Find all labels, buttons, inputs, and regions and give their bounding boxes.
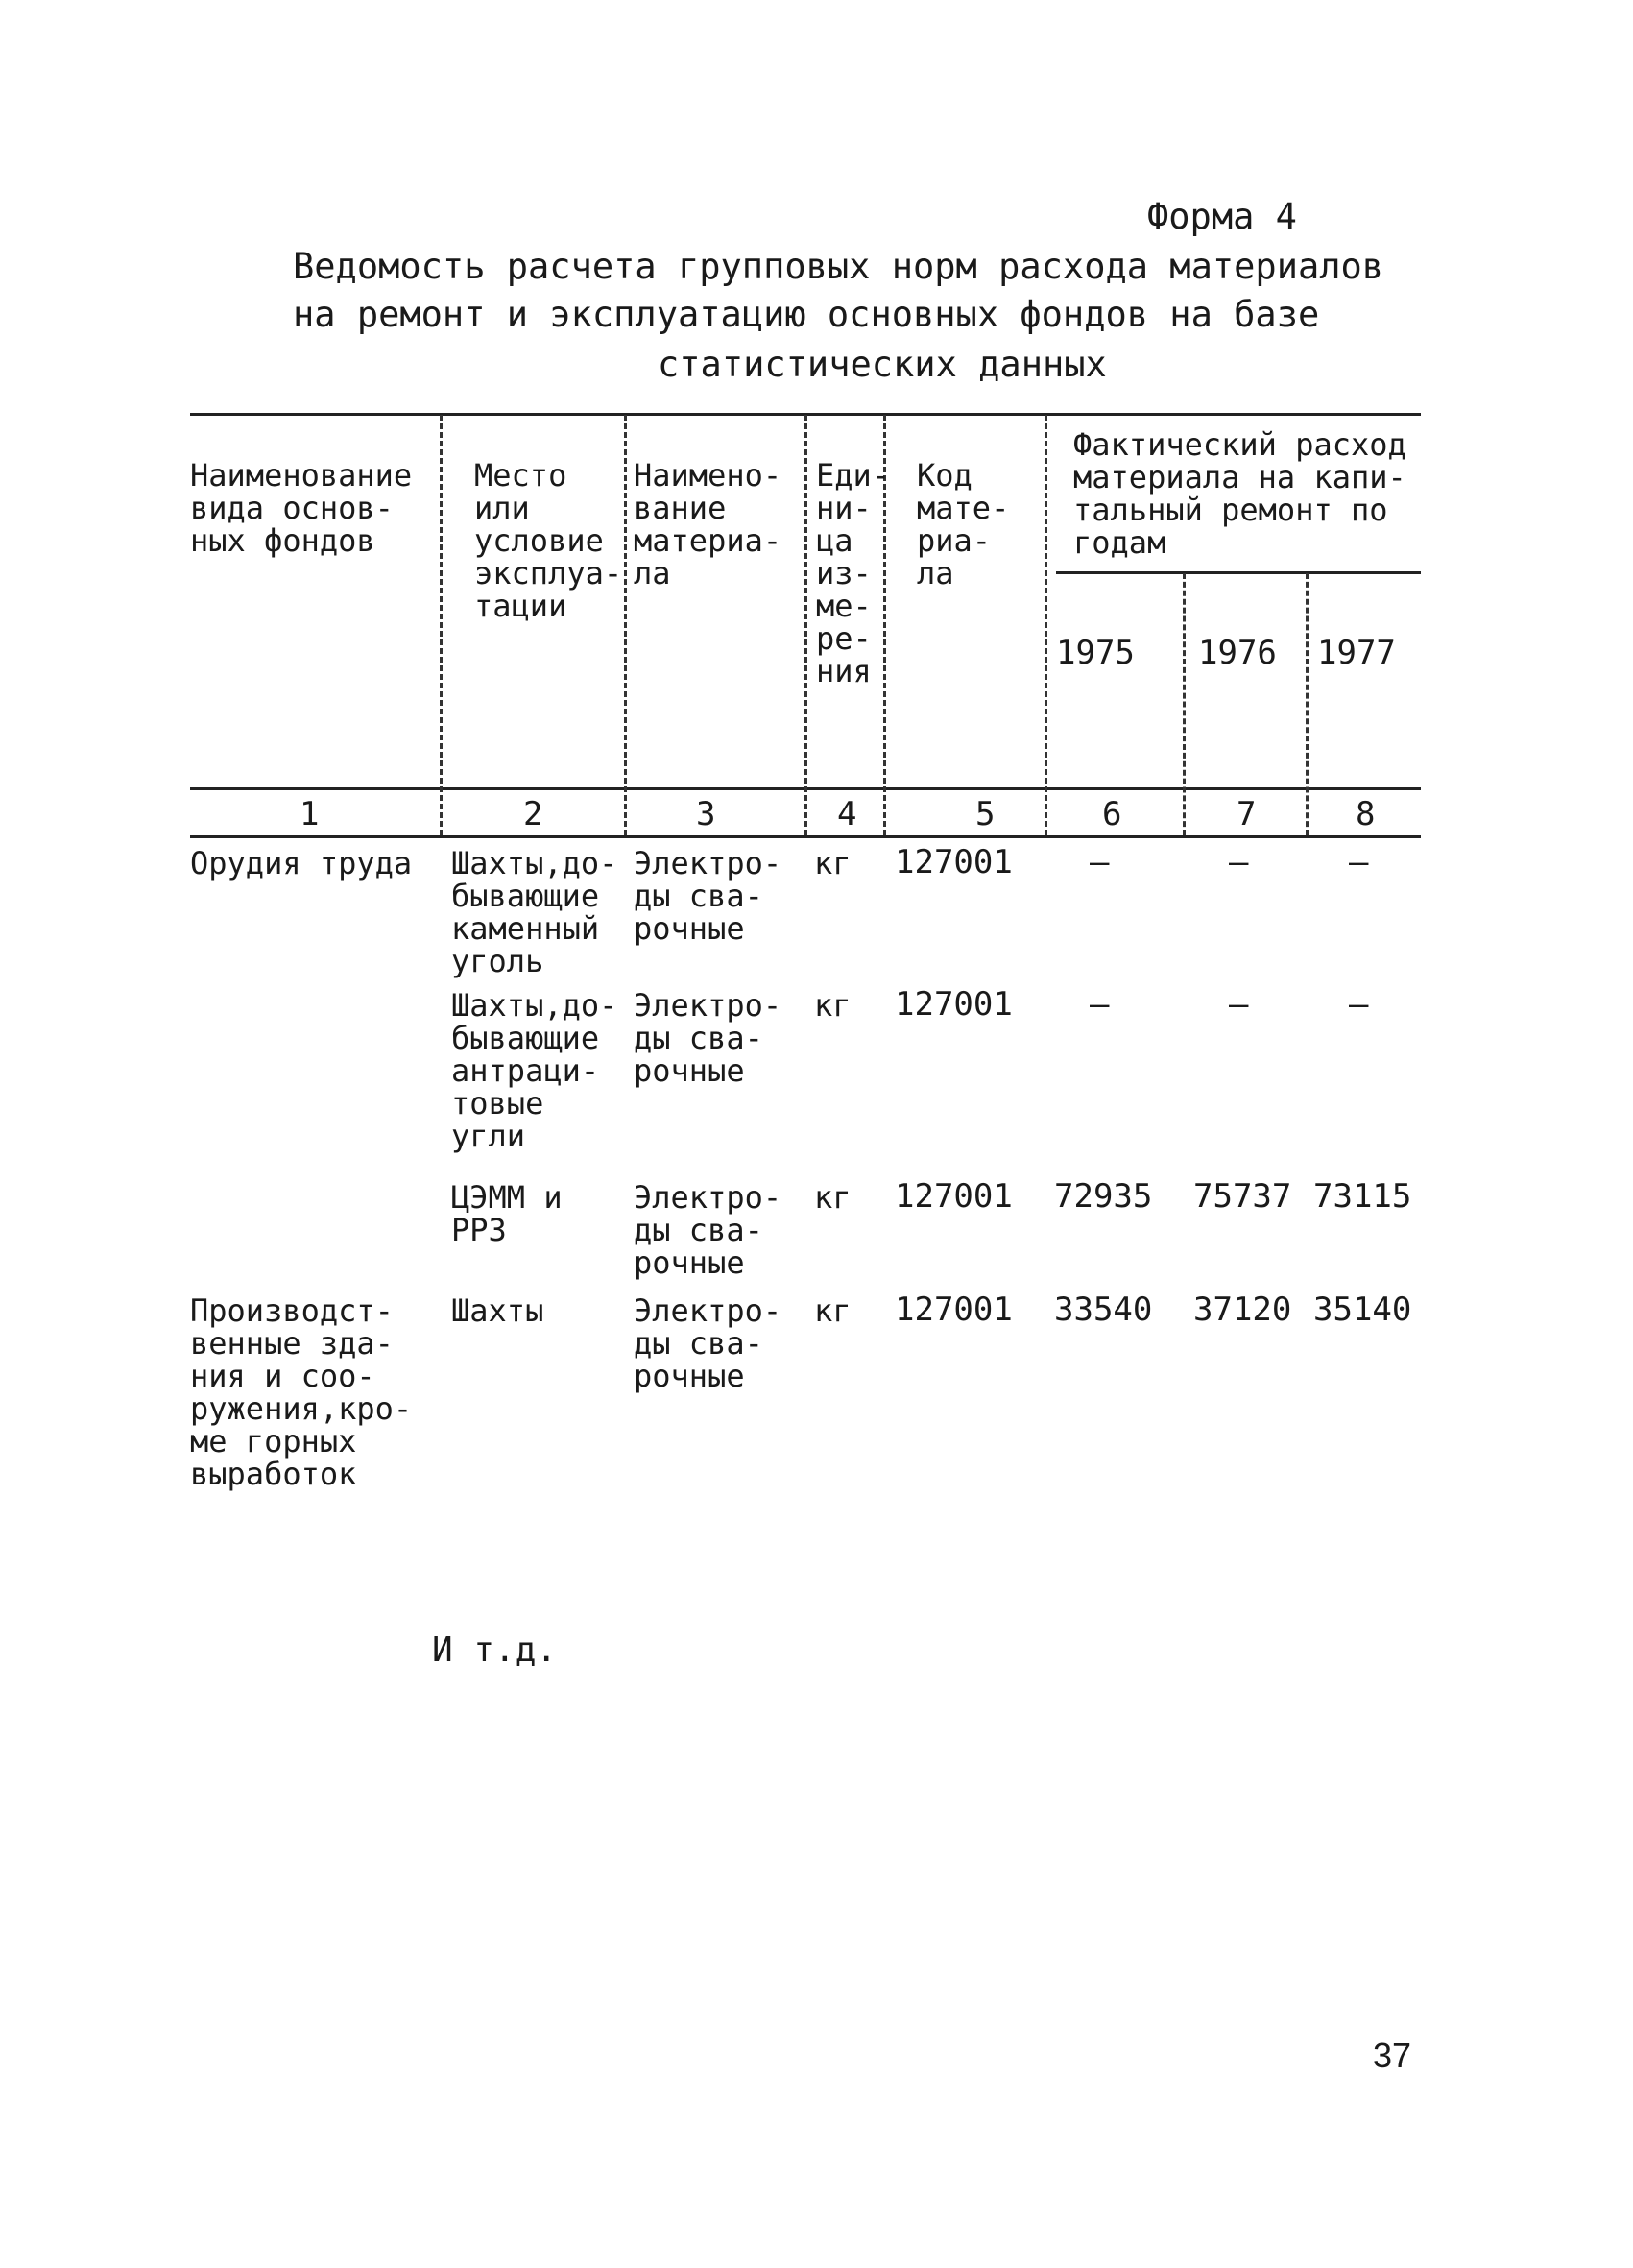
- column-divider: [804, 415, 807, 835]
- form-label: Форма 4: [1147, 196, 1297, 237]
- page-number: 37: [1373, 2036, 1412, 2075]
- cell-code: 127001: [895, 985, 1013, 1024]
- column-divider: [1045, 415, 1047, 835]
- cell-place: Шахты: [451, 1292, 544, 1329]
- cell-1977: –: [1349, 985, 1369, 1024]
- cell-1975: 33540: [1054, 1291, 1153, 1329]
- cell-1975: –: [1090, 985, 1110, 1024]
- cell-1977: –: [1349, 843, 1369, 881]
- cell-1975: 72935: [1054, 1177, 1153, 1216]
- header-year-1975: 1975: [1056, 634, 1135, 672]
- header-actual-consumption: Фактический расход материала на капи- тальный ремонт по годам: [1073, 426, 1406, 561]
- header-place: Место или условие эксплуа- тации: [474, 457, 623, 624]
- cell-material: Электро- ды сва- рочные: [634, 845, 782, 947]
- document-title-line-2: на ремонт и эксплуатацию основных фондов на базе: [293, 294, 1320, 335]
- cell-1976: 75737: [1193, 1177, 1292, 1216]
- column-number: 2: [523, 795, 543, 833]
- cell-1975: –: [1090, 843, 1110, 881]
- cell-unit: кг: [814, 1292, 852, 1329]
- cell-code: 127001: [895, 843, 1013, 881]
- column-divider: [440, 415, 443, 835]
- document-title-line-1: Ведомость расчета групповых норм расхода материалов: [293, 246, 1384, 287]
- cell-code: 127001: [895, 1291, 1013, 1329]
- cell-code: 127001: [895, 1177, 1013, 1216]
- cell-1977: 35140: [1313, 1291, 1412, 1329]
- column-number: 1: [300, 795, 320, 833]
- header-year-1977: 1977: [1317, 634, 1396, 672]
- cell-unit: кг: [814, 987, 852, 1024]
- cell-1976: –: [1229, 985, 1249, 1024]
- cell-material: Электро- ды сва- рочные: [634, 1179, 782, 1281]
- header-unit: Еди- ни- ца из- ме- ре- ния: [816, 457, 891, 689]
- cell-material: Электро- ды сва- рочные: [634, 987, 782, 1089]
- column-number: 5: [975, 795, 996, 833]
- column-number: 7: [1237, 795, 1257, 833]
- cell-material: Электро- ды сва- рочные: [634, 1292, 782, 1394]
- number-row-rule: [190, 835, 1421, 838]
- etc-note: И т.д.: [432, 1630, 558, 1670]
- column-divider: [1306, 573, 1309, 835]
- year-subheader-rule: [1056, 571, 1421, 574]
- cell-place: Шахты,до- бывающие каменный уголь: [451, 845, 618, 979]
- column-divider: [624, 415, 627, 835]
- cell-1977: 73115: [1313, 1177, 1412, 1216]
- column-number: 4: [837, 795, 857, 833]
- cell-fund-type: Орудия труда: [190, 845, 413, 881]
- cell-place: ЦЭММ и РРЗ: [451, 1179, 563, 1248]
- cell-unit: кг: [814, 845, 852, 881]
- header-year-1976: 1976: [1198, 634, 1277, 672]
- column-number: 8: [1356, 795, 1376, 833]
- column-number: 3: [696, 795, 716, 833]
- document-title-line-3: статистических данных: [658, 344, 1107, 385]
- column-divider: [1183, 573, 1186, 835]
- cell-unit: кг: [814, 1179, 852, 1216]
- column-number: 6: [1102, 795, 1122, 833]
- header-material-code: Код мате- риа- ла: [917, 457, 1010, 591]
- header-material-name: Наимено- вание материа- ла: [634, 457, 782, 591]
- cell-fund-type: Производст- венные зда- ния и соо- ружения,кро- ме горных выработок: [190, 1292, 413, 1492]
- cell-1976: 37120: [1193, 1291, 1292, 1329]
- cell-1976: –: [1229, 843, 1249, 881]
- cell-place: Шахты,до- бывающие антраци- товые угли: [451, 987, 618, 1154]
- header-fund-type: Наименование вида основ- ных фондов: [190, 457, 413, 559]
